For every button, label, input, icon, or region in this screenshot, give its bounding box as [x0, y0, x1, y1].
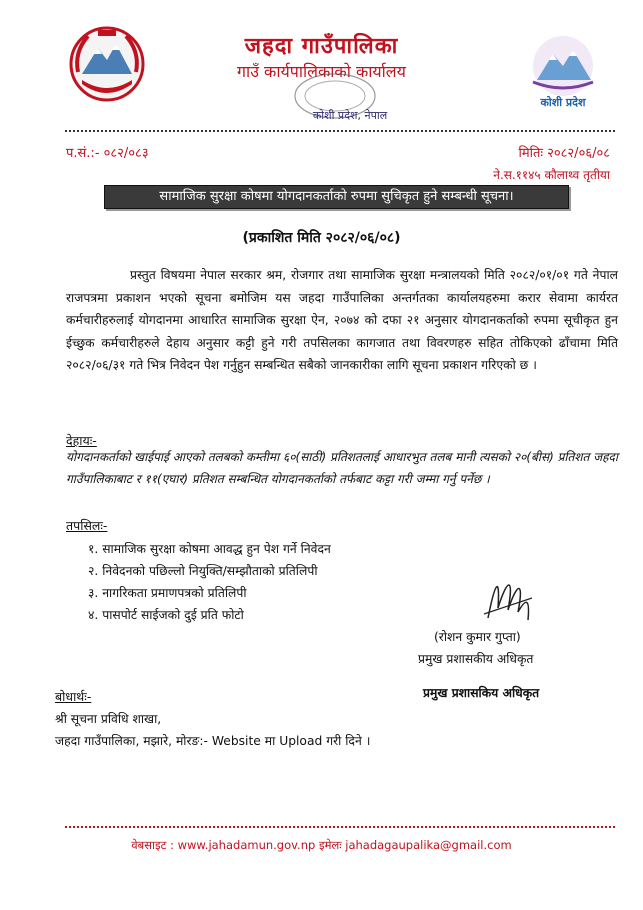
list-item: १. सामाजिक सुरक्षा कोषमा आवद्ध हुन पेश गर्ने निवेदन [88, 542, 331, 556]
footer-contact: वेबसाइट : www.jahadamun.gov.np इमेलः jahadagaupalika@gmail.com [131, 838, 512, 852]
list-item: ४. पासपोर्ट साईजको दुई प्रति फोटो [88, 608, 244, 622]
nepal-samvat-date: ने.स.११४५ कौलाथ्व तृतीया [493, 168, 610, 182]
cc-line-1: श्री सूचना प्रविधि शाखा, [55, 712, 162, 726]
notice-body-text: प्रस्तुत विषयमा नेपाल सरकार श्रम, रोजगार तथा सामाजिक सुरक्षा मन्त्रालयको मिति २०८२/०१/०१ गते नेपाल राजपत्रमा प्रकाशन भएको सूचना बमोजिम यस जहदा गाउँपालिका अन्तर्गतका कार्यालयहरुमा करार सेवामा कार्यरत कर्मचारीहरुलाई योगदानमा आधारित सामाजिक सुरक्षा ऐन, २०७४ को दफा २१ अनुसार योगदानकर्ताको रुपमा सूचीकृत हुन ईच्छुक कर्मचारीहरुले देहाय अनुसार कट्टी हुने गरी तपसिलका कागजात तथा विवरणहरु सहित तोकिएको ढाँचामा मिति २०८२/०६/३१ गते भित्र निवेदन पेश गर्नुहुन सम्बन्धित सबैको जानकारीका लागि सूचना प्रकाशन गरिएको छ । [66, 268, 618, 373]
details-heading: तपसिलः- [66, 518, 108, 533]
org-subtitle: गाउँ कार्यपालिकाको कार्यालय [237, 62, 406, 81]
signer-name: (रोशन कुमार गुप्ता) [434, 630, 521, 644]
signer-title: प्रमुख प्रशासकीय अधिकृत [418, 652, 534, 666]
list-item: २. निवेदनको पछिल्लो नियुक्ति/सम्झौताको प्रतिलिपी [88, 564, 318, 578]
notice-title: सामाजिक सुरक्षा कोषमा योगदानकर्ताको रुपमा सुचिकृत हुने सम्बन्धी सूचना। [104, 185, 569, 209]
org-title: जहदा गाउँपालिका [244, 34, 399, 59]
koshi-pradesh-logo [515, 28, 611, 118]
cc-line-2: जहदा गाउँपालिका, मझारे, मोरङ:- Website मा Upload गरी दिने । [55, 734, 371, 748]
details-list [88, 538, 331, 626]
org-address: कोशी प्रदेश, नेपाल [312, 109, 388, 122]
list-item: ३. नागरिकता प्रमाणपत्रको प्रतिलिपी [88, 586, 247, 600]
signature-scribble [478, 568, 538, 628]
koshi-logo-text: कोशी प्रदेश [540, 96, 586, 109]
notice-body [66, 264, 618, 377]
published-date: (प्रकाशित मिति २०८२/०६/०८) [242, 230, 401, 246]
issue-date: मितिः २०८२/०६/०८ [518, 146, 610, 161]
conditions-text: योगदानकर्ताको खाईपाई आएको तलबको कम्तीमा ६०(साठी) प्रतिशतलाई आधारभुत तलब मानी त्यसको २०(बीस) प्रतिशत जहदा गाउँपालिकाबाट र ११(एघार) प्रतिशत सम्बन्धित योगदानकर्ताको तर्फबाट कट्टा गरी जम्मा गर्नु पर्नेछ । [66, 450, 618, 486]
cc-heading: बोधार्थः- [55, 689, 92, 704]
bottom-divider [65, 826, 615, 828]
reference-number: प.सं.:- ०८२/०८३ [66, 146, 149, 161]
top-divider [65, 130, 615, 132]
conditions-heading: देहायः- [66, 433, 97, 448]
official-stamp-text: प्रमुख प्रशासकिय अधिकृत [423, 686, 540, 700]
